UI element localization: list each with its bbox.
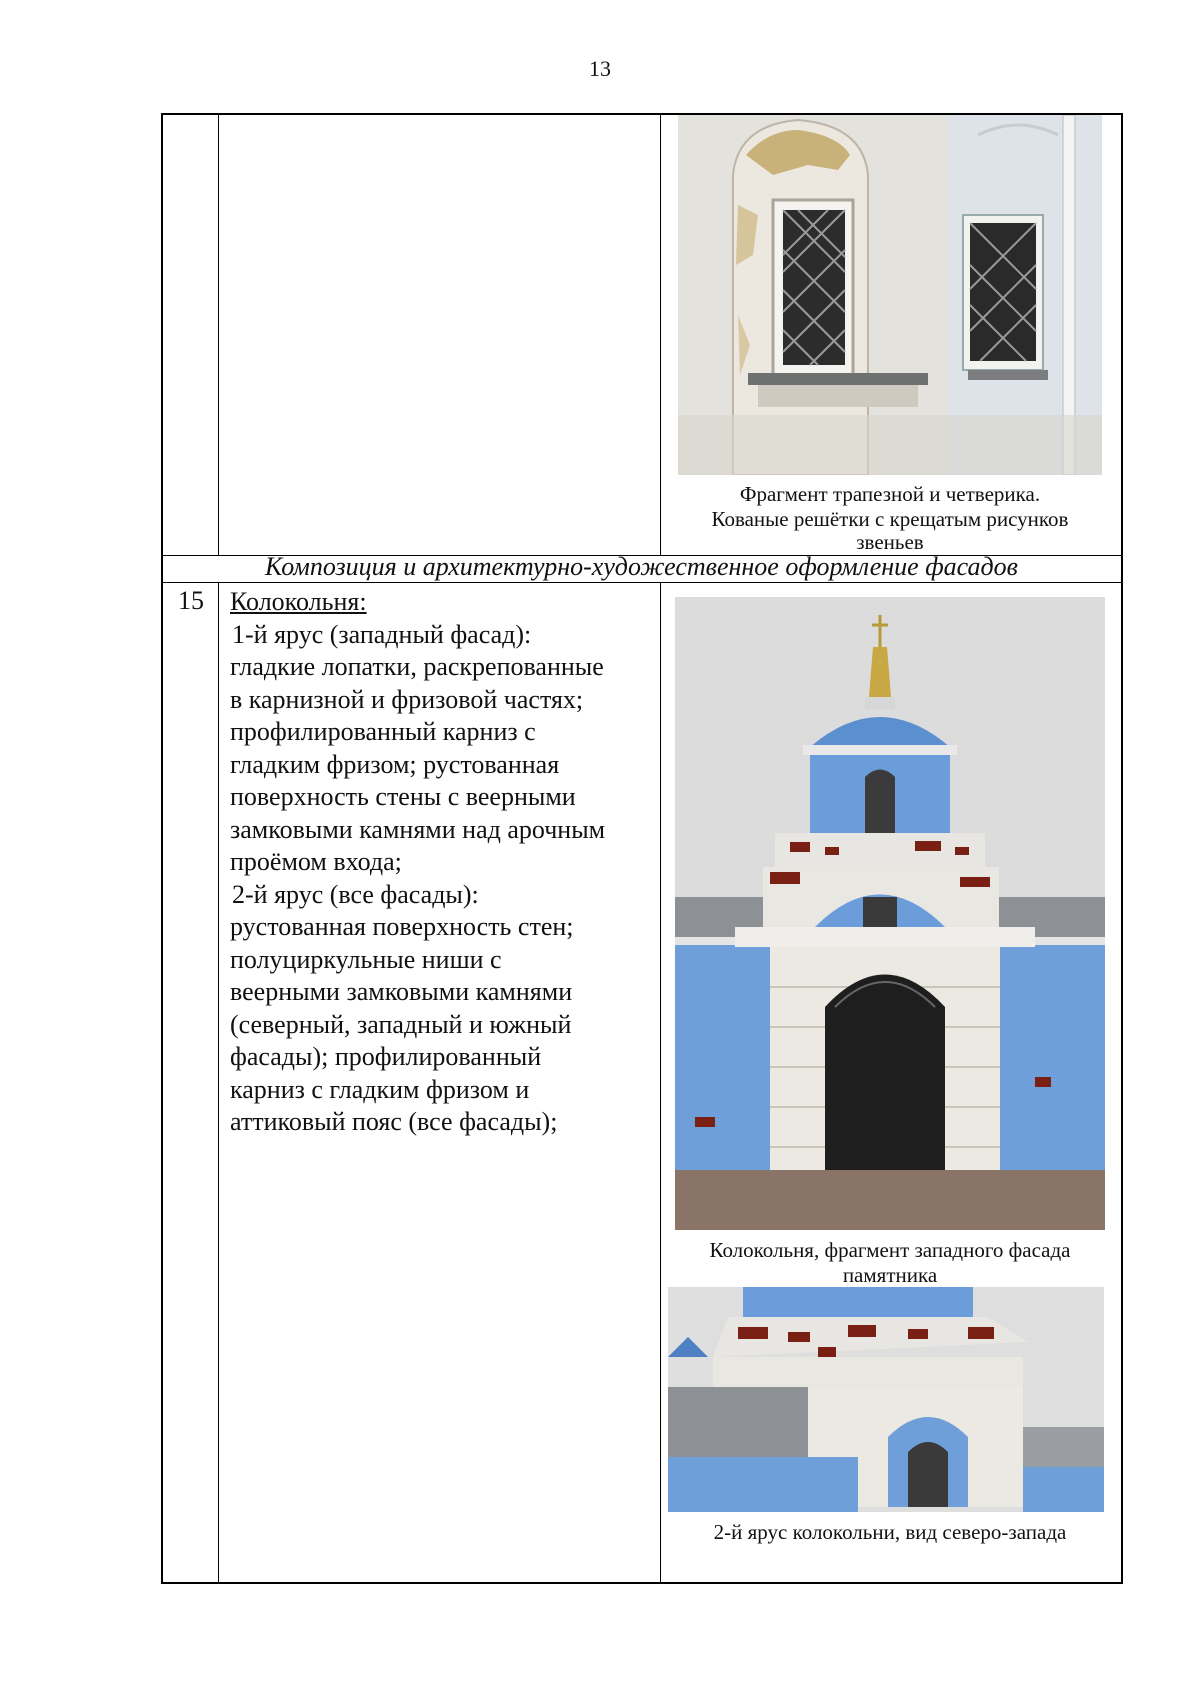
photo-bell-tower-west	[675, 597, 1105, 1230]
description-line: поверхность стены с веерными	[230, 782, 576, 811]
description-line: гладкие лопатки, раскрепованные	[230, 652, 604, 681]
row-description	[230, 586, 650, 1139]
caption-photo2	[668, 1238, 1112, 1288]
description-line: карниз с гладким фризом и	[230, 1074, 530, 1104]
description-heading: Колокольня:	[230, 587, 367, 616]
caption-photo1	[668, 482, 1112, 552]
table-border-right	[1121, 113, 1123, 1584]
description-line: 2-й ярус (все фасады):	[232, 879, 479, 909]
table-border-bottom	[161, 1582, 1123, 1584]
description-line: рустованная поверхность стен;	[230, 912, 574, 941]
caption-line: Колокольня, фрагмент западного фасада	[709, 1238, 1071, 1262]
description-line: в карнизной и фризовой частях;	[230, 684, 584, 714]
description-line: проёмом входа;	[230, 847, 402, 876]
col-divider-1b	[218, 582, 219, 1583]
table-border-left	[161, 113, 163, 1584]
description-line: 1-й ярус (западный фасад):	[232, 619, 532, 649]
description-line: фасады); профилированный	[230, 1042, 542, 1071]
description-line: аттиковый пояс (все фасады);	[230, 1107, 558, 1136]
col-divider-2b	[660, 582, 661, 1583]
caption-line: звеньев	[856, 530, 924, 554]
page-number: 13	[589, 56, 611, 81]
photo-bell-tower-tier2	[668, 1287, 1104, 1512]
description-line: полуциркульные ниши с	[230, 944, 502, 974]
caption-line: 2-й ярус колокольни, вид северо-запада	[713, 1520, 1067, 1544]
row-number: 15	[178, 586, 204, 615]
caption-line: Фрагмент трапезной и четверика.	[739, 482, 1041, 506]
description-line: профилированный карниз с	[230, 717, 536, 746]
caption-photo3	[668, 1520, 1112, 1545]
section-heading: Композиция и архитектурно-художественное оформление фасадов	[265, 552, 1018, 581]
row-divider-2	[161, 582, 1123, 583]
caption-line: памятника	[842, 1263, 938, 1287]
description-line: веерными замковыми камнями	[230, 977, 573, 1006]
description-line: гладким фризом; рустованная	[230, 749, 560, 779]
photo-refectory-fragment	[678, 115, 1102, 475]
col-divider-2	[660, 113, 661, 556]
col-divider-1	[218, 113, 219, 556]
description-line: замковыми камнями над арочным	[230, 814, 606, 844]
description-line: (северный, западный и южный	[230, 1009, 572, 1039]
caption-line: Кованые решётки с крещатым рисунков	[711, 507, 1069, 531]
